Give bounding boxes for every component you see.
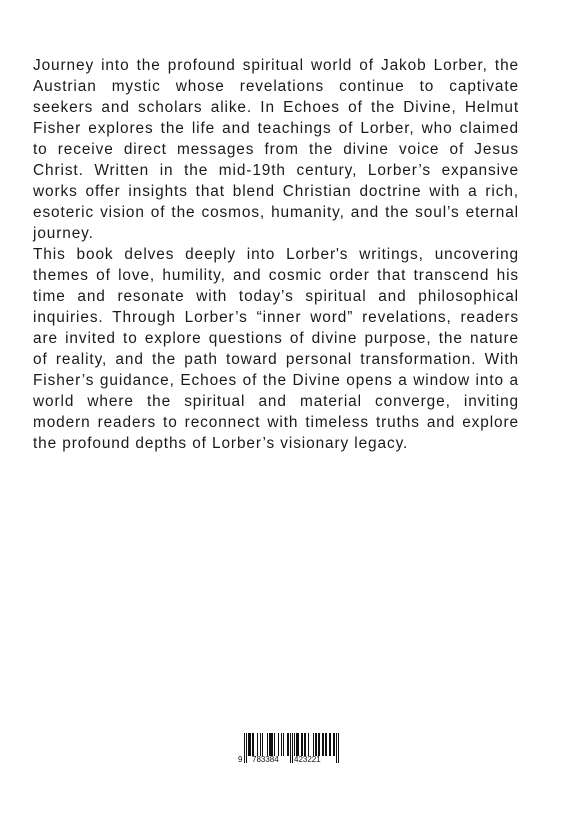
barcode-bar — [313, 733, 314, 756]
barcode-bar — [308, 733, 309, 756]
barcode-bar — [323, 733, 324, 756]
barcode-bar — [249, 733, 250, 756]
barcode-bar — [296, 733, 297, 756]
barcode-bar — [272, 733, 273, 756]
barcode-bar — [278, 733, 279, 756]
barcode-bar — [326, 733, 327, 756]
barcode-bar — [287, 733, 288, 756]
barcode-bar — [288, 733, 289, 756]
barcode-bar — [315, 733, 316, 756]
barcode-bar — [270, 733, 271, 756]
barcode-bar — [260, 733, 261, 756]
barcode-bar — [302, 733, 303, 756]
blurb-paragraph-1: Journey into the profound spiritual world of Jakob Lorber, the Austrian mystic whose revelations continue to captivate seekers and scholars alike. In Echoes of the Divine, Helmut Fisher explores the life and teachings of Lorber, who claimed to receive direct messages from the divine voice of Jesus Christ. Written in the mid-19th century, Lorber’s expansive works offer insights that blend Christian doctrine with a rich, esoteric vision of the cosmos, humanity, and the soul’s eternal journey. — [33, 57, 519, 242]
barcode-bar — [262, 733, 263, 756]
barcode-bar — [329, 733, 330, 756]
barcode-bar — [297, 733, 298, 756]
barcode-digits — [236, 754, 340, 766]
barcode-bar — [322, 733, 323, 756]
barcode-bar — [318, 733, 319, 756]
blurb-paragraph-2: This book delves deeply into Lorber's writings, uncovering themes of love, humility, and cosmic order that transcend his time and resonate with today’s spiritual and philosophical inquiries. Through Lorber’s “inner word” revelations, readers are invited to explore questions of divine purpose, the nature of reality, and the path toward personal transformation. With Fisher’s guidance, Echoes of the Divine opens a window into a world where the spiritual and material converge, inviting modern readers to reconnect with timeless truths and explore the profound depths of Lorber’s visionary legacy. — [33, 246, 519, 452]
barcode-bar — [253, 733, 254, 756]
barcode-right-group: 423221 — [294, 755, 321, 764]
barcode-bar — [301, 733, 302, 756]
back-cover-blurb — [33, 55, 519, 454]
barcode-bar — [334, 733, 335, 756]
barcode-bar — [257, 733, 258, 756]
barcode-bar — [281, 733, 282, 756]
barcode-bar — [271, 733, 272, 756]
barcode-bar — [267, 733, 268, 756]
barcode-bar — [252, 733, 253, 756]
barcode-bar — [283, 733, 284, 756]
barcode-bar — [248, 733, 249, 756]
barcode-bar — [294, 733, 295, 756]
isbn-barcode — [236, 733, 340, 765]
barcode-left-group: 783384 — [252, 755, 279, 764]
barcode-bar — [325, 733, 326, 756]
barcode-bar — [330, 733, 331, 756]
barcode-bar — [298, 733, 299, 756]
barcode-bar — [316, 733, 317, 756]
barcode-bar — [250, 733, 251, 756]
barcode-lead-digit: 9 — [238, 755, 243, 764]
barcode-bar — [305, 733, 306, 756]
barcode-bar — [319, 733, 320, 756]
barcode-bar — [333, 733, 334, 756]
barcode-bar — [274, 733, 275, 756]
barcode-bar — [269, 733, 270, 756]
barcode-bar — [304, 733, 305, 756]
